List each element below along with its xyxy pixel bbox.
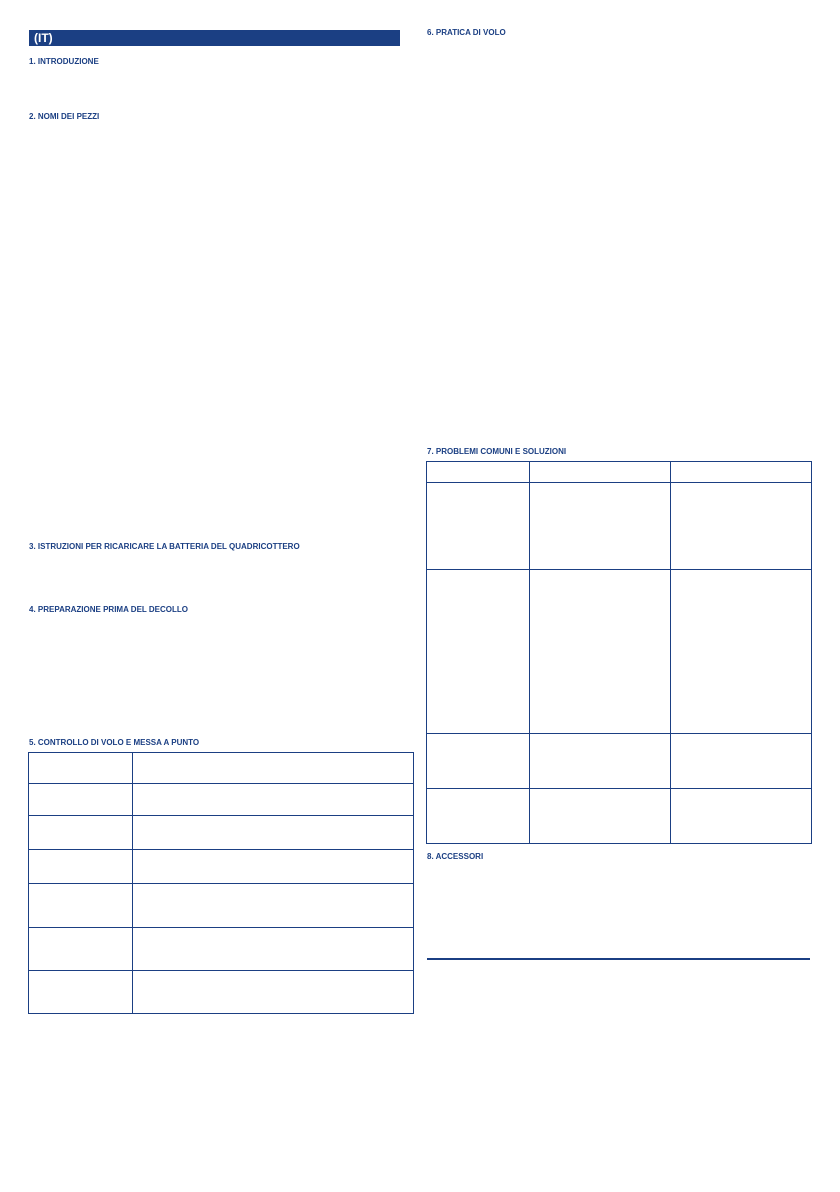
table-cell <box>427 462 530 483</box>
table-cell <box>671 462 812 483</box>
table-cell <box>133 884 414 928</box>
table-cell <box>29 928 133 971</box>
flight-control-table <box>28 752 414 1014</box>
table-cell <box>427 789 530 844</box>
table-cell <box>29 816 133 850</box>
table-cell <box>29 971 133 1014</box>
language-tag: (IT) <box>29 30 400 46</box>
table-cell <box>530 734 671 789</box>
table-cell <box>530 462 671 483</box>
table-cell <box>29 784 133 816</box>
table-cell <box>133 816 414 850</box>
table-cell <box>530 789 671 844</box>
table-cell <box>427 570 530 734</box>
table-cell <box>29 753 133 784</box>
section-heading-ricarica-batteria: 3. ISTRUZIONI PER RICARICARE LA BATTERIA DEL QUADRICOTTERO <box>29 542 300 551</box>
table-cell <box>133 928 414 971</box>
section-heading-nomi-pezzi: 2. NOMI DEI PEZZI <box>29 112 100 121</box>
table-cell <box>427 483 530 570</box>
divider-line <box>427 958 810 960</box>
table-cell <box>530 483 671 570</box>
table-cell <box>29 850 133 884</box>
section-heading-accessori: 8. ACCESSORI <box>427 852 484 861</box>
section-heading-problemi-soluzioni: 7. PROBLEMI COMUNI E SOLUZIONI <box>427 447 567 456</box>
table-cell <box>427 734 530 789</box>
table-cell <box>671 734 812 789</box>
table-cell <box>133 784 414 816</box>
section-heading-controllo-volo: 5. CONTROLLO DI VOLO E MESSA A PUNTO <box>29 738 200 747</box>
troubleshooting-table <box>426 461 812 844</box>
table-cell <box>133 850 414 884</box>
table-cell <box>29 884 133 928</box>
table-cell <box>671 570 812 734</box>
table-cell <box>671 789 812 844</box>
table-cell <box>530 570 671 734</box>
table-cell <box>133 971 414 1014</box>
table-cell <box>671 483 812 570</box>
section-heading-introduzione: 1. INTRODUZIONE <box>29 57 99 66</box>
section-heading-pratica-volo: 6. PRATICA DI VOLO <box>427 28 506 37</box>
section-heading-preparazione: 4. PREPARAZIONE PRIMA DEL DECOLLO <box>29 605 188 614</box>
table-cell <box>133 753 414 784</box>
